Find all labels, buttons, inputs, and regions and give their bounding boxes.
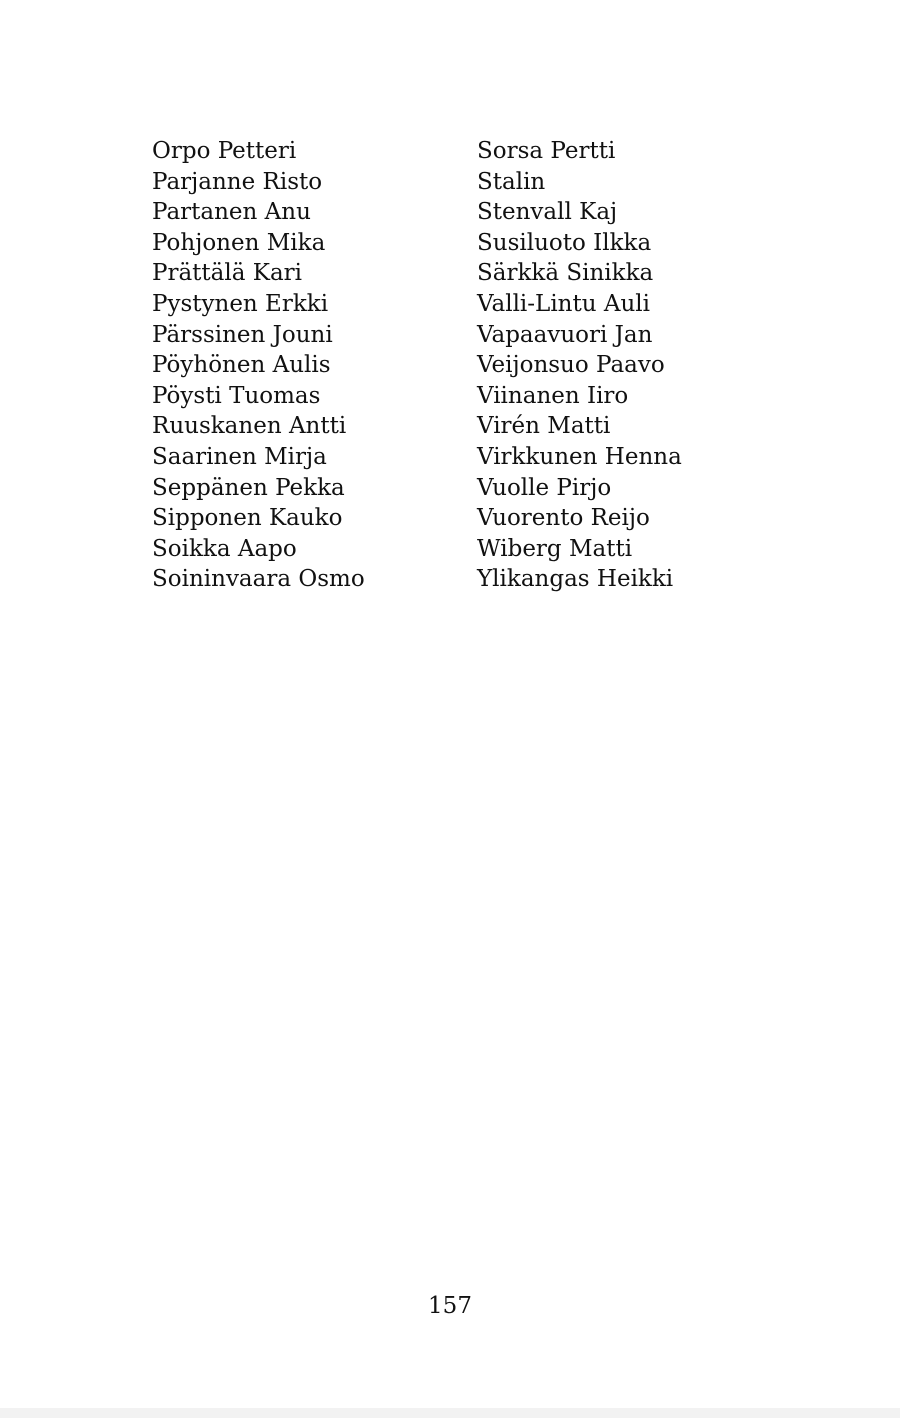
page-number: 157 [428, 1293, 472, 1319]
list-item: Seppänen Pekka [152, 474, 345, 501]
list-item: Susiluoto Ilkka [477, 229, 652, 256]
list-item: Stalin [477, 168, 546, 195]
list-item: Partanen Anu [152, 199, 311, 226]
list-item: Pöysti Tuomas [152, 382, 321, 409]
list-item: Saarinen Mirja [152, 443, 327, 470]
list-item: Orpo Petteri [152, 138, 297, 164]
name-list-right [477, 136, 807, 595]
list-item: Stenvall Kaj [477, 199, 618, 226]
list-item: Vuorento Reijo [477, 505, 650, 532]
list-item: Särkkä Sinikka [477, 260, 654, 287]
list-item: Soikka Aapo [152, 535, 297, 562]
list-item: Pöyhönen Aulis [152, 352, 331, 379]
list-item: Sorsa Pertti [477, 138, 616, 164]
list-item: Virén Matti [477, 413, 611, 440]
list-item: Sipponen Kauko [152, 505, 343, 532]
list-item: Valli-Lintu Auli [477, 290, 650, 317]
list-item: Ruuskanen Antti [152, 413, 347, 440]
list-item: Ylikangas Heikki [477, 566, 674, 593]
list-item: Viinanen Iiro [477, 382, 629, 409]
page-bottom-edge [0, 1408, 900, 1418]
list-item: Virkkunen Henna [477, 443, 682, 470]
list-item: Parjanne Risto [152, 168, 323, 195]
list-item: Prättälä Kari [152, 260, 303, 287]
name-list-left [152, 136, 452, 595]
list-item: Veijonsuo Paavo [477, 352, 665, 379]
list-item: Pärssinen Jouni [152, 321, 333, 348]
list-item: Vapaavuori Jan [477, 321, 653, 348]
list-item: Wiberg Matti [477, 535, 633, 562]
list-item: Vuolle Pirjo [477, 474, 612, 501]
list-item: Soininvaara Osmo [152, 566, 365, 593]
list-item: Pystynen Erkki [152, 290, 329, 317]
list-item: Pohjonen Mika [152, 229, 326, 256]
